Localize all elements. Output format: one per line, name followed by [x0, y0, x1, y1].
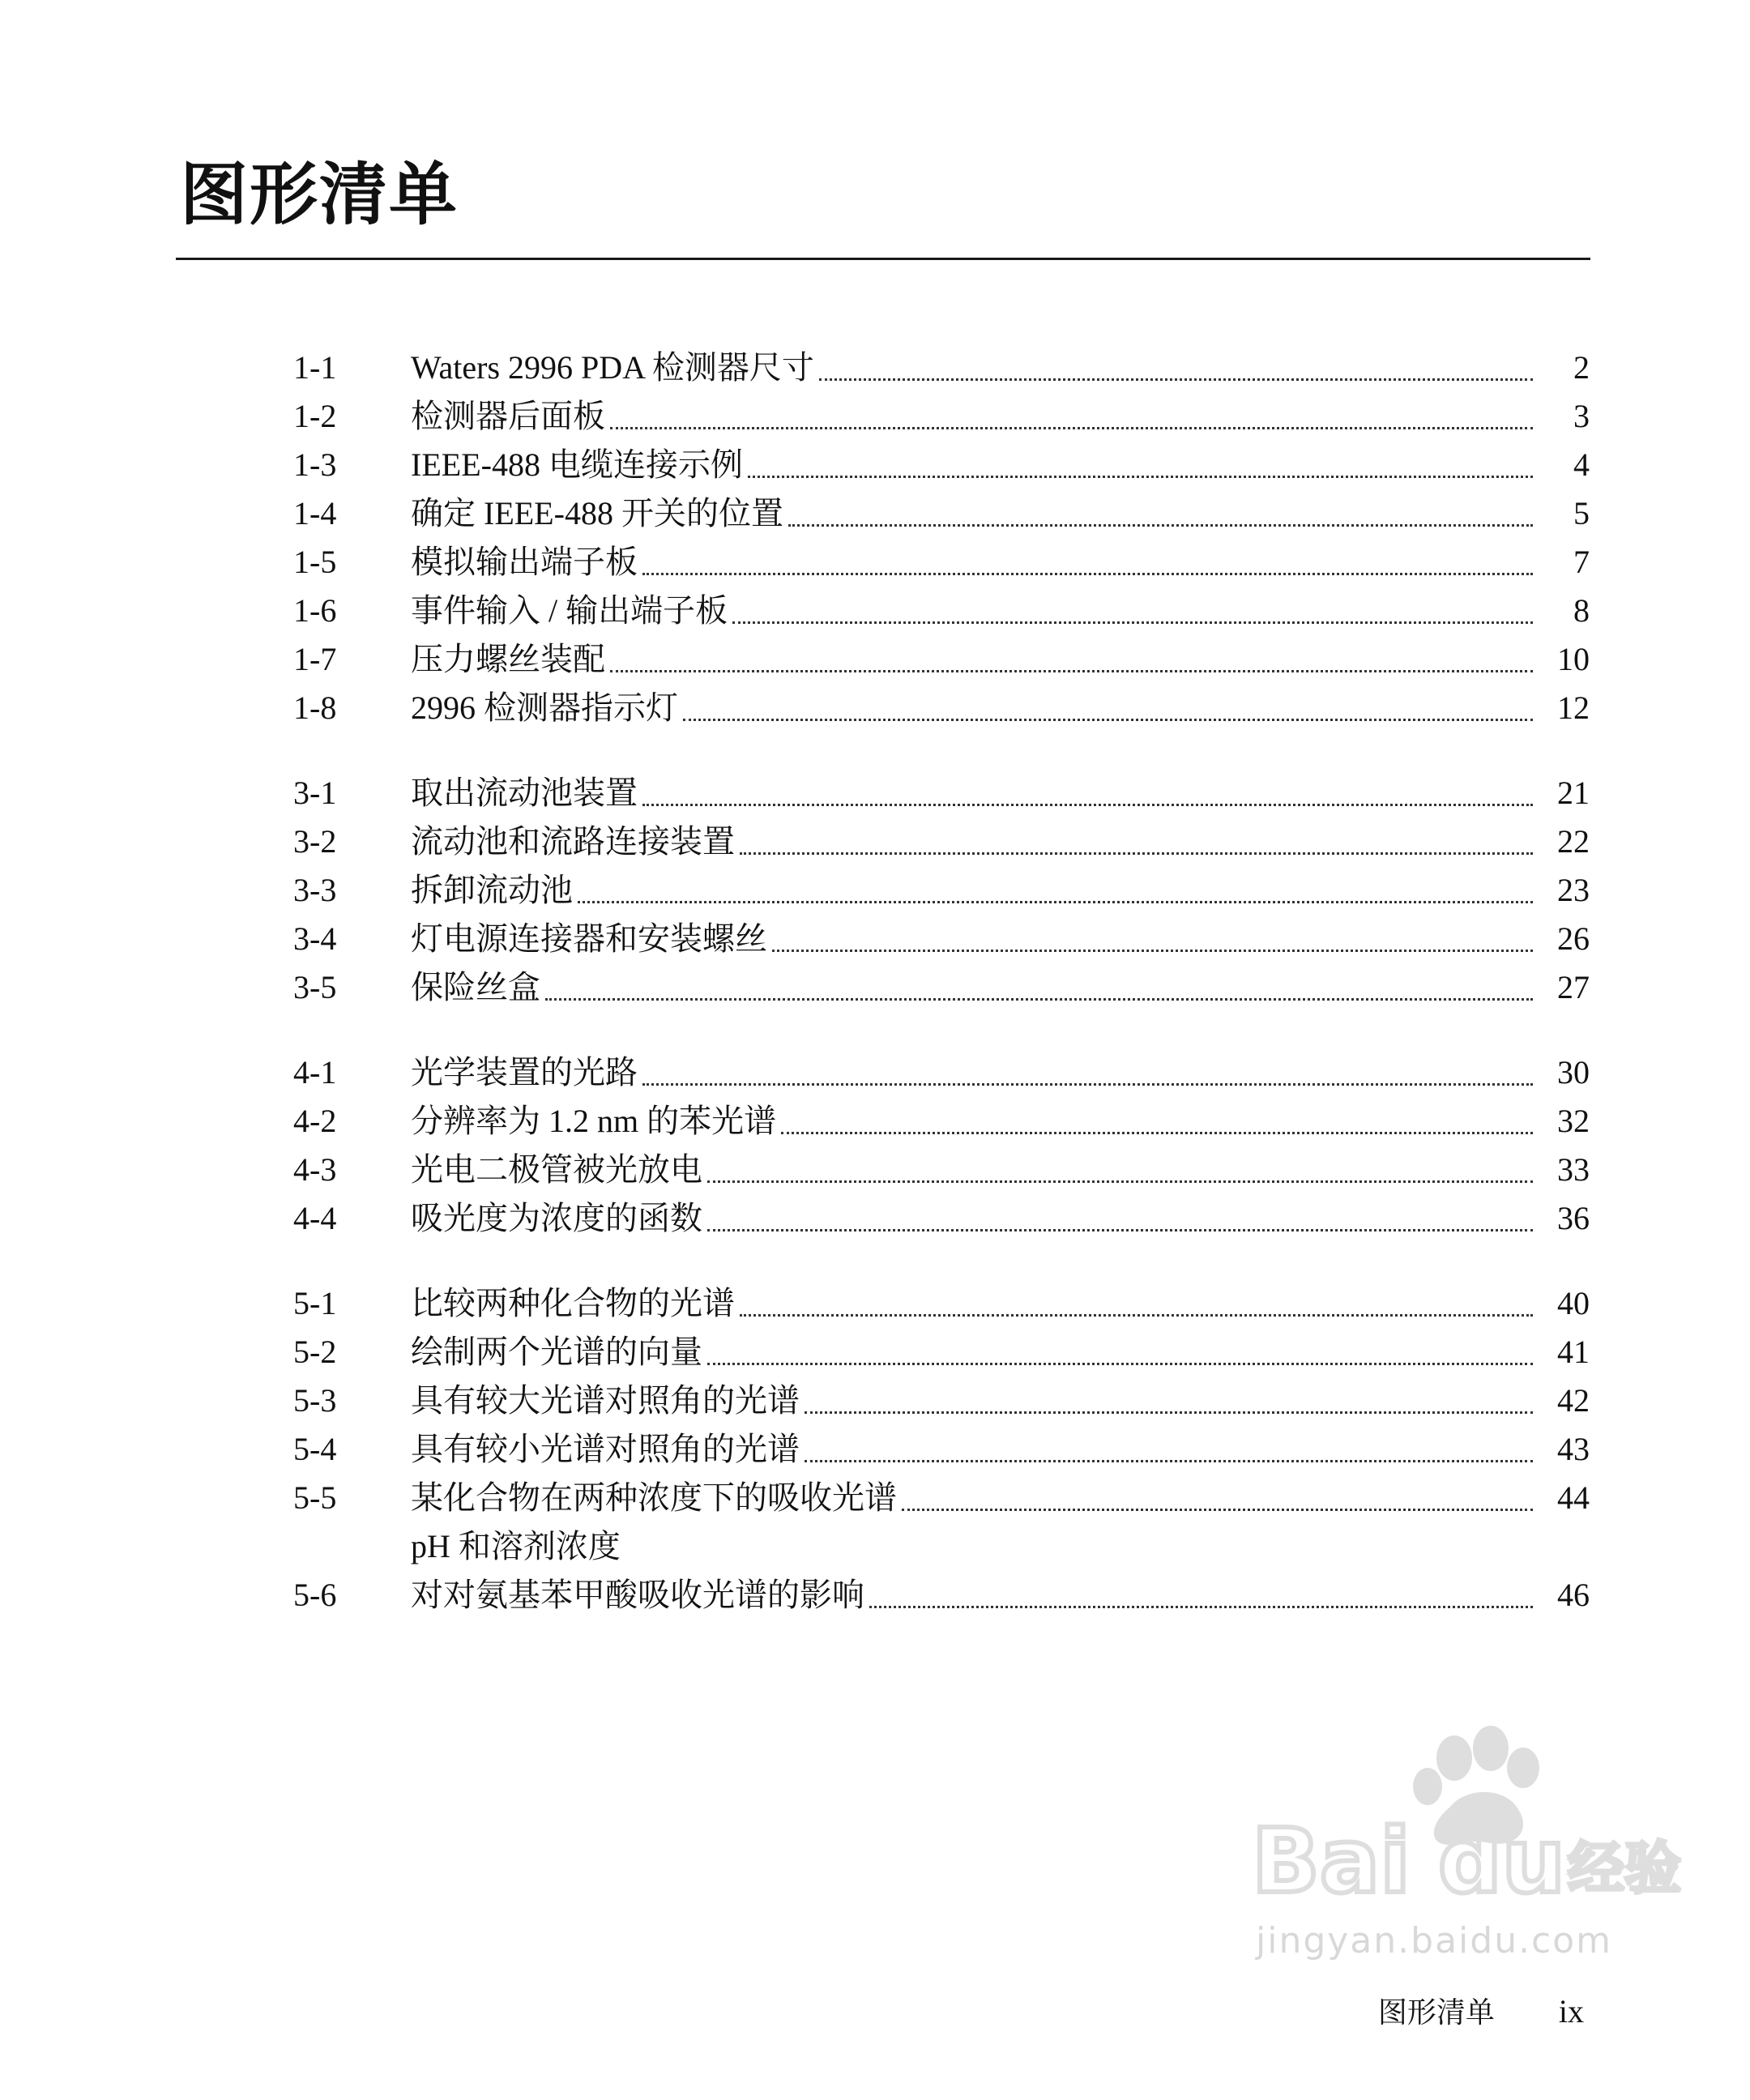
figure-number: 1-5: [293, 544, 337, 580]
toc-entry[interactable]: [293, 1146, 1590, 1194]
figure-number: 5-3: [293, 1382, 337, 1419]
dot-leader: [819, 378, 1533, 381]
figure-title: 压力螺丝装配: [411, 641, 605, 677]
dot-leader: [740, 1314, 1533, 1317]
figure-title: 检测器后面板: [411, 398, 605, 434]
figure-list: [293, 344, 1590, 1656]
svg-text:经验: 经验: [1568, 1835, 1681, 1902]
figure-title: IEEE-488 电缆连接示例: [411, 446, 743, 483]
toc-entry[interactable]: [293, 392, 1590, 441]
page-number: 36: [1557, 1200, 1590, 1236]
dot-leader: [642, 1083, 1533, 1086]
figure-title: 2996 检测器指示灯: [411, 689, 678, 726]
toc-entry[interactable]: [293, 441, 1590, 489]
figure-title: 确定 IEEE-488 开关的位置: [411, 495, 783, 531]
toc-entry[interactable]: [293, 1048, 1590, 1097]
figure-title: 某化合物在两种浓度下的吸收光谱: [411, 1479, 897, 1516]
figure-number: 1-4: [293, 495, 337, 531]
page-number: 8: [1573, 592, 1590, 629]
figure-title: 光电二极管被光放电: [411, 1151, 702, 1188]
page-number: 3: [1573, 398, 1590, 434]
toc-group: [293, 1279, 1590, 1620]
page-title: 图形清单: [180, 155, 459, 234]
figure-title: 比较两种化合物的光谱: [411, 1285, 735, 1321]
page-number: 23: [1557, 872, 1590, 908]
figure-number: 1-6: [293, 592, 337, 629]
toc-entry[interactable]: [293, 1279, 1590, 1328]
page-number: 32: [1557, 1103, 1590, 1139]
dot-leader: [683, 719, 1533, 721]
toc-entry[interactable]: [293, 1097, 1590, 1146]
figure-title: 对对氨基苯甲酸吸收光谱的影响: [411, 1577, 864, 1613]
page-number: 44: [1557, 1479, 1590, 1516]
figure-title: pH 和溶剂浓度: [411, 1528, 621, 1564]
toc-entry[interactable]: [293, 489, 1590, 538]
figure-title: 分辨率为 1.2 nm 的苯光谱: [411, 1103, 777, 1139]
dot-leader: [902, 1509, 1533, 1511]
figure-number: 5-2: [293, 1334, 337, 1370]
toc-entry[interactable]: [293, 1474, 1590, 1522]
dot-leader: [748, 476, 1533, 478]
toc-entry[interactable]: [293, 915, 1590, 963]
dot-leader: [545, 998, 1533, 1001]
watermark: [1248, 1709, 1681, 1977]
page-number: 42: [1557, 1382, 1590, 1419]
figure-number: 3-1: [293, 775, 337, 811]
toc-entry[interactable]: [293, 866, 1590, 915]
page-number: 43: [1557, 1431, 1590, 1467]
dot-leader: [707, 1363, 1533, 1365]
figure-title: 光学装置的光路: [411, 1054, 638, 1091]
toc-entry[interactable]: [293, 769, 1590, 817]
baidu-paw-logo-icon: [1248, 1709, 1681, 1920]
figure-title: 具有较小光谱对照角的光谱: [411, 1431, 800, 1467]
dot-leader: [578, 901, 1533, 903]
figure-number: 3-2: [293, 823, 337, 860]
toc-group: [293, 344, 1590, 732]
toc-entry[interactable]: [293, 1522, 1590, 1620]
page-number: 40: [1557, 1285, 1590, 1321]
page-number: 26: [1557, 920, 1590, 957]
toc-entry[interactable]: [293, 344, 1590, 392]
toc-entry[interactable]: [293, 1328, 1590, 1377]
figure-title: 吸光度为浓度的函数: [411, 1200, 702, 1236]
page-footer: [1378, 1991, 1584, 2034]
dot-leader: [788, 524, 1533, 527]
figure-number: 3-5: [293, 969, 337, 1005]
dot-leader: [805, 1411, 1533, 1414]
page-number: 22: [1557, 823, 1590, 860]
toc-group: [293, 1048, 1590, 1243]
figure-number: 1-1: [293, 349, 337, 386]
dot-leader: [772, 950, 1533, 952]
page-number: 41: [1557, 1334, 1590, 1370]
page-number: 4: [1573, 446, 1590, 483]
dot-leader: [642, 573, 1533, 575]
page-number: 30: [1557, 1054, 1590, 1091]
figure-number: 4-4: [293, 1200, 337, 1236]
dot-leader: [732, 621, 1533, 624]
dot-leader: [781, 1132, 1533, 1134]
figure-title: 保险丝盒: [411, 969, 540, 1005]
dot-leader: [610, 427, 1533, 429]
figure-title: 流动池和流路连接装置: [411, 823, 735, 860]
footer-page-number: ix: [1558, 1993, 1584, 2030]
page-number: 5: [1573, 495, 1590, 531]
dot-leader: [642, 804, 1533, 806]
page-number: 7: [1573, 544, 1590, 580]
figure-title: 拆卸流动池: [411, 872, 573, 908]
watermark-url: jingyan.baidu.com: [1256, 1920, 1613, 1961]
figure-title: 绘制两个光谱的向量: [411, 1334, 702, 1370]
figure-number: 1-2: [293, 398, 337, 434]
dot-leader: [805, 1460, 1533, 1462]
toc-group: [293, 769, 1590, 1012]
figure-title: 具有较大光谱对照角的光谱: [411, 1382, 800, 1419]
dot-leader: [610, 670, 1533, 672]
figure-number: 3-3: [293, 872, 337, 908]
dot-leader: [707, 1180, 1533, 1183]
figure-number: 5-5: [293, 1479, 337, 1516]
figure-number: 4-3: [293, 1151, 337, 1188]
toc-entry[interactable]: [293, 963, 1590, 1012]
toc-entry[interactable]: [293, 587, 1590, 635]
title-rule: [176, 258, 1590, 260]
figure-number: 1-3: [293, 446, 337, 483]
page-number: 12: [1557, 689, 1590, 726]
toc-entry[interactable]: [293, 684, 1590, 732]
toc-entry[interactable]: [293, 1194, 1590, 1243]
toc-entry[interactable]: [293, 538, 1590, 587]
figure-title: Waters 2996 PDA 检测器尺寸: [411, 349, 814, 386]
page-number: 2: [1573, 349, 1590, 386]
toc-entry[interactable]: [293, 1425, 1590, 1474]
figure-number: 5-6: [293, 1577, 337, 1613]
figure-number: 4-2: [293, 1103, 337, 1139]
figure-title: 取出流动池装置: [411, 775, 638, 811]
figure-title: 模拟输出端子板: [411, 544, 638, 580]
page-number: 33: [1557, 1151, 1590, 1188]
figure-number: 1-8: [293, 689, 337, 726]
svg-text:du: du: [1438, 1809, 1566, 1913]
footer-title: 图形清单: [1377, 1996, 1495, 2030]
dot-leader: [740, 852, 1533, 855]
page-number: 10: [1557, 641, 1590, 677]
toc-entry[interactable]: [293, 817, 1590, 866]
figure-number: 5-1: [293, 1285, 337, 1321]
page-number: 21: [1557, 775, 1590, 811]
figure-title: 事件输入 / 输出端子板: [411, 592, 728, 629]
figure-title: 灯电源连接器和安装螺丝: [411, 920, 767, 957]
svg-text:Bai: Bai: [1252, 1809, 1411, 1913]
toc-entry[interactable]: [293, 635, 1590, 684]
page-number: 27: [1557, 969, 1590, 1005]
dot-leader: [707, 1229, 1533, 1231]
figure-number: 3-4: [293, 920, 337, 957]
figure-number: 1-7: [293, 641, 337, 677]
toc-entry[interactable]: [293, 1377, 1590, 1425]
figure-number: 5-4: [293, 1431, 337, 1467]
page-number: 46: [1557, 1577, 1590, 1613]
figure-number: 4-1: [293, 1054, 337, 1091]
dot-leader: [869, 1606, 1533, 1608]
